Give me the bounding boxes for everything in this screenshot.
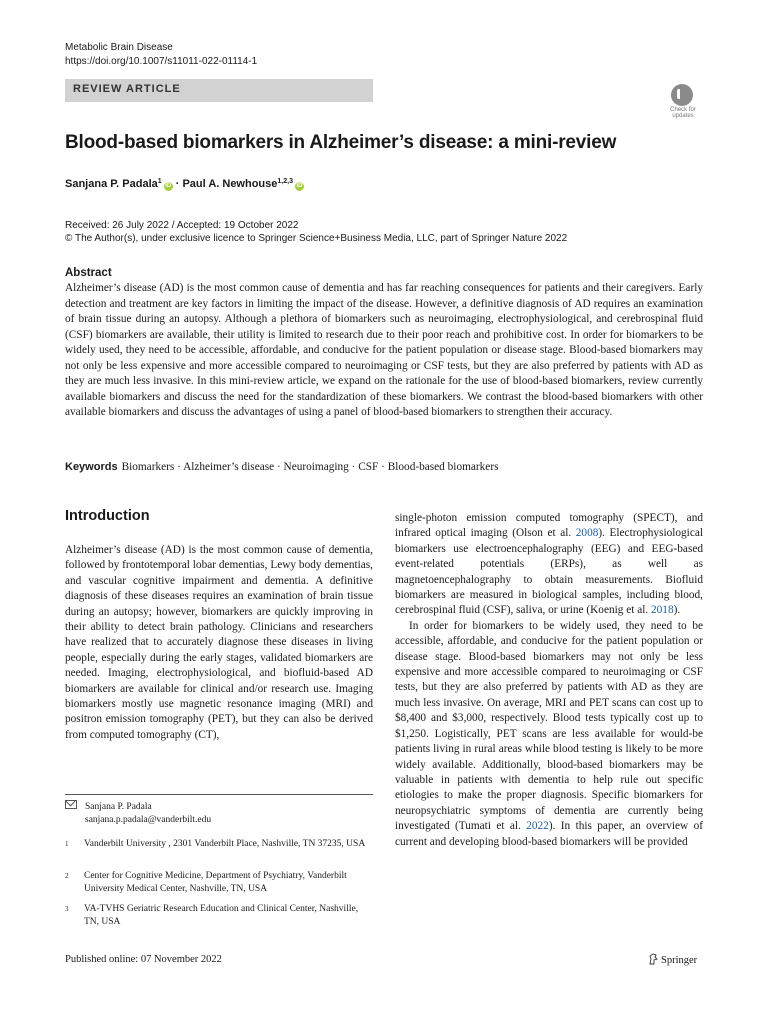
article-history	[65, 219, 567, 245]
citation-link[interactable]: 2022	[526, 820, 549, 833]
intro-paragraph-1: Alzheimer’s disease (AD) is the most common cause of dementia, followed by frontotemporal lobar dementias, Lewy body dementias, and vascular cognitive impairment and dementia. A definitive diagnosis of these diseases requires an examination of brain tissue during an autopsy; however, biomarkers are quickly improving in their ability to detect brain pathology. Clinicians and researchers have realized that to accurately diagnose these diseases in living people, especially during the early stages, validated biomarkers are needed. Imaging, electrophysiological, and biofluid-based AD biomarkers are available for clinical and/or research use. Imaging biomarkers mostly use magnetic resonance imaging (MRI) and positron emission tomography (PET), but they can also be derived from computed tomography (CT),	[65, 544, 373, 741]
journal-name: Metabolic Brain Disease	[65, 42, 173, 53]
corresponding-author	[65, 800, 211, 827]
affiliation-number: 3	[65, 905, 69, 913]
keywords	[65, 461, 498, 473]
affiliation-footnote	[65, 838, 375, 866]
article-type-banner	[65, 79, 373, 102]
affiliation-text: Center for Cognitive Medicine, Department of Psychiatry, Vanderbilt University Medical Center, Nashville, TN, USA	[84, 871, 347, 894]
check-updates-icon	[671, 84, 693, 106]
affiliation-number: 2	[65, 872, 69, 880]
publisher-logo	[648, 953, 697, 966]
author-name[interactable]: Paul A. Newhouse	[182, 178, 278, 190]
affiliation-number: 1	[65, 840, 69, 848]
corresponding-author-email[interactable]: sanjana.p.padala@vanderbilt.edu	[85, 815, 212, 825]
text-run: In order for biomarkers to be widely used, they need to be accessible, affordable, and conducive for the patient population or disease stage. Blood-based biomarkers may not only be less expensive and more accessible compared to neuroimaging or CSF tests, but they are also preferred by patients with AD as they are much less invasive. On average, MRI and PET scans can cost up to $8,400 and $3,000, respectively. Blood tests typically cost up to $1,250. Logistically, PET scans are less available for would-be patients living in rural areas while blood testing is likely to be more widely available. Additionally, blood-based biomarkers may be valuable in patients with dementia to help rule out specific etiologies to make the proper diagnosis. Specific biomarkers for neuropsychiatric symptoms of dementia are currently being investigated (Tumati et al.	[395, 619, 703, 833]
orcid-icon[interactable]: iD	[165, 183, 172, 189]
intro-paragraph-1-continued	[395, 511, 703, 619]
text-run: ).	[673, 604, 681, 617]
affiliation-footnote	[65, 903, 375, 931]
affiliation-footnote	[65, 870, 375, 898]
springer-horse-icon	[648, 953, 658, 965]
check-for-updates-badge[interactable]	[663, 84, 703, 126]
article-type-label: REVIEW ARTICLE	[73, 83, 181, 95]
affiliation-text: Vanderbilt University , 2301 Vanderbilt Place, Nashville, TN 37235, USA	[84, 839, 366, 849]
publisher-name: Springer	[661, 955, 698, 966]
check-updates-line2: updates	[672, 113, 694, 119]
journal-header	[65, 41, 257, 69]
copyright-notice: © The Author(s), under exclusive licence to Springer Science+Business Media, LLC, part of Springer Nature 2022	[65, 233, 568, 244]
doi-link[interactable]: https://doi.org/10.1007/s11011-022-01114-1	[65, 56, 258, 67]
author-affiliation-ref: 1	[157, 178, 162, 185]
author-separator: ·	[172, 178, 183, 190]
article-title: Blood-based biomarkers in Alzheimer’s disease: a mini-review	[65, 132, 617, 153]
received-accepted-dates: Received: 26 July 2022 / Accepted: 19 October 2022	[65, 220, 299, 231]
citation-link[interactable]: 2008	[575, 527, 599, 540]
text-run: ). In this paper, an overview of current and developing blood-based biomarkers will be provided	[395, 820, 703, 848]
text-run: ). Electrophysiological biomarkers use electroencephalography (EEG) and EEG-based event-related potentials (ERPs), as well as magnetoencephalography to obtain measurements. Biofluid biomarkers are measured in biological samples, including blood, cerebrospinal fluid (CSF), saliva, or urine (Koenig et al.	[395, 527, 703, 617]
envelope-icon	[65, 800, 77, 809]
left-column	[65, 543, 373, 743]
section-heading-introduction: Introduction	[65, 508, 150, 524]
check-updates-line1: Check for	[670, 107, 696, 113]
published-online-date: Published online: 07 November 2022	[65, 954, 222, 965]
keywords-list: Biomarkers · Alzheimer’s disease · Neuroimaging · CSF · Blood-based biomarkers	[121, 461, 499, 473]
affiliation-text: VA-TVHS Geriatric Research Education and Clinical Center, Nashville, TN, USA	[84, 904, 359, 927]
author-name[interactable]: Sanjana P. Padala	[65, 178, 158, 190]
footnote-divider	[65, 794, 373, 795]
corresponding-author-name: Sanjana P. Padala	[85, 802, 152, 812]
author-list	[65, 178, 304, 191]
right-column	[395, 511, 703, 850]
abstract-text: Alzheimer’s disease (AD) is the most common cause of dementia and has far reaching consequences for patients and their caregivers. Early detection and treatment are key factors in limiting the impact of the disease. However, a definitive diagnosis of AD requires an examination of brain tissue during an autopsy. Although a plethora of biomarkers such as neuroimaging, electrophysiological, and cerebrospinal fluid (CSF) biomarkers are available, their utility is limited to research due to their poor reach and prohibitive cost. In order for biomarkers to be widely used, they need to be accessible, affordable, and conducive for the patient population or disease stage. Blood-based biomarkers may not only be less expensive and more accessible compared to neuroimaging or CSF tests, but they are also preferred by patients with AD as they are much less invasive. In this mini-review article, we expand on the rationale for the use of blood-based biomarkers, review currently available biomarkers and discuss the need for the standardization of these biomarkers. We contrast the blood-based biomarkers with other available biomarkers and discuss the advantages of using a panel of blood-based biomarkers to strengthen their accuracy.	[65, 282, 703, 418]
keywords-label: Keywords	[65, 461, 118, 473]
text-run: single-photon emission computed tomography (SPECT), and infrared optical imaging (Olson et al.	[395, 512, 703, 540]
intro-paragraph-2	[395, 619, 703, 850]
author-affiliation-ref: 1,2,3	[277, 178, 293, 185]
orcid-icon[interactable]: iD	[296, 183, 303, 189]
citation-link[interactable]: 2018	[651, 604, 674, 617]
abstract-heading: Abstract	[65, 267, 112, 279]
